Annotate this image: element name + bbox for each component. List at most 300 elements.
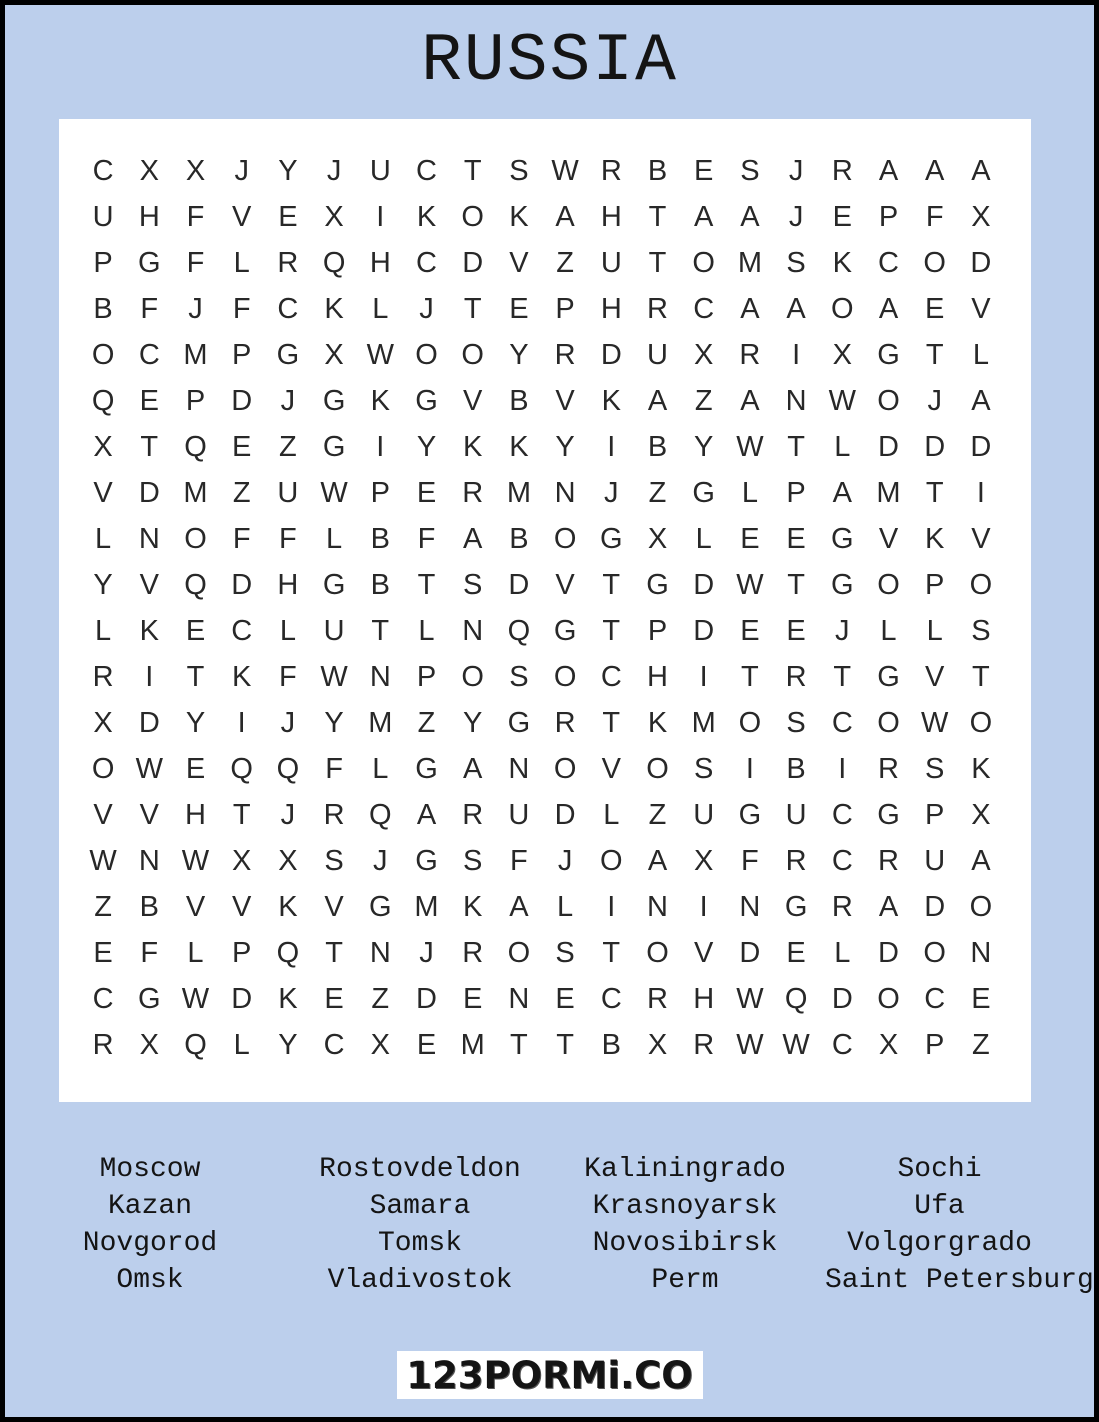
grid-letter[interactable]: G: [831, 522, 854, 555]
grid-letter[interactable]: L: [279, 614, 296, 647]
grid-letter[interactable]: V: [555, 384, 575, 417]
grid-letter[interactable]: T: [648, 200, 667, 233]
grid-letter[interactable]: G: [646, 568, 669, 601]
grid-letter[interactable]: S: [925, 752, 945, 785]
grid-letter[interactable]: V: [93, 476, 113, 509]
grid-letter[interactable]: F: [140, 936, 159, 969]
grid-letter[interactable]: S: [555, 936, 575, 969]
grid-letter[interactable]: E: [832, 200, 852, 233]
grid-letter[interactable]: R: [647, 292, 668, 325]
grid-letter[interactable]: U: [600, 246, 622, 279]
grid-letter[interactable]: I: [976, 476, 985, 509]
grid-letter[interactable]: B: [786, 752, 806, 785]
grid-letter[interactable]: G: [877, 338, 900, 371]
grid-letter[interactable]: O: [877, 384, 900, 417]
grid-letter[interactable]: K: [647, 706, 668, 739]
grid-letter[interactable]: L: [187, 936, 204, 969]
grid-letter[interactable]: E: [139, 384, 159, 417]
grid-letter[interactable]: D: [231, 982, 253, 1015]
grid-letter[interactable]: R: [831, 154, 853, 187]
grid-letter[interactable]: A: [740, 292, 760, 325]
grid-letter[interactable]: G: [877, 798, 900, 831]
grid-letter[interactable]: V: [185, 890, 206, 923]
grid-letter[interactable]: M: [368, 706, 393, 739]
grid-letter[interactable]: Z: [648, 798, 667, 831]
grid-letter[interactable]: V: [878, 522, 899, 555]
grid-letter[interactable]: T: [787, 568, 805, 601]
grid-letter[interactable]: Q: [507, 614, 531, 647]
grid-letter[interactable]: S: [509, 154, 529, 187]
grid-letter[interactable]: Y: [185, 706, 206, 739]
grid-letter[interactable]: P: [647, 614, 668, 647]
grid-letter[interactable]: O: [461, 200, 484, 233]
grid-letter[interactable]: A: [647, 384, 668, 417]
grid-letter[interactable]: E: [509, 292, 529, 325]
grid-letter[interactable]: Y: [324, 706, 344, 739]
grid-letter[interactable]: R: [878, 844, 899, 877]
grid-letter[interactable]: V: [971, 522, 991, 555]
grid-letter[interactable]: A: [694, 200, 714, 233]
grid-letter[interactable]: K: [971, 752, 991, 785]
grid-letter[interactable]: G: [553, 614, 577, 647]
grid-letter[interactable]: V: [694, 936, 714, 969]
grid-letter[interactable]: C: [600, 982, 622, 1015]
grid-letter[interactable]: Q: [369, 798, 392, 831]
grid-letter[interactable]: P: [878, 200, 899, 233]
grid-letter[interactable]: Y: [463, 706, 483, 739]
grid-letter[interactable]: R: [323, 798, 345, 831]
grid-letter[interactable]: V: [601, 752, 621, 785]
grid-letter[interactable]: D: [416, 982, 437, 1015]
grid-letter[interactable]: E: [925, 292, 945, 325]
grid-letter[interactable]: A: [786, 292, 806, 325]
grid-letter[interactable]: H: [693, 982, 715, 1015]
grid-letter[interactable]: X: [878, 1028, 899, 1061]
grid-letter[interactable]: G: [415, 752, 438, 785]
grid-letter[interactable]: U: [369, 154, 391, 187]
grid-letter[interactable]: D: [693, 614, 715, 647]
grid-letter[interactable]: Z: [371, 982, 390, 1015]
grid-letter[interactable]: S: [463, 844, 483, 877]
grid-letter[interactable]: R: [92, 660, 114, 693]
grid-letter[interactable]: Q: [276, 752, 300, 785]
grid-letter[interactable]: O: [184, 522, 207, 555]
grid-letter[interactable]: K: [232, 660, 252, 693]
grid-letter[interactable]: E: [232, 430, 252, 463]
grid-letter[interactable]: O: [91, 752, 115, 785]
grid-letter[interactable]: T: [232, 798, 251, 831]
grid-letter[interactable]: K: [463, 430, 483, 463]
grid-letter[interactable]: A: [832, 476, 852, 509]
grid-letter[interactable]: C: [92, 154, 114, 187]
grid-letter[interactable]: O: [600, 844, 623, 877]
grid-letter[interactable]: A: [555, 200, 575, 233]
grid-letter[interactable]: E: [416, 1028, 437, 1061]
grid-letter[interactable]: F: [232, 292, 251, 325]
grid-letter[interactable]: I: [792, 338, 801, 371]
grid-letter[interactable]: A: [509, 890, 529, 923]
grid-letter[interactable]: D: [693, 568, 715, 601]
grid-letter[interactable]: A: [971, 844, 991, 877]
grid-letter[interactable]: G: [692, 476, 715, 509]
grid-letter[interactable]: W: [736, 430, 764, 463]
grid-letter[interactable]: W: [551, 154, 579, 187]
grid-letter[interactable]: A: [647, 844, 668, 877]
grid-letter[interactable]: T: [186, 660, 205, 693]
grid-letter[interactable]: B: [370, 522, 390, 555]
grid-letter[interactable]: N: [462, 614, 484, 647]
grid-letter[interactable]: S: [463, 568, 483, 601]
grid-letter[interactable]: O: [692, 246, 715, 279]
grid-letter[interactable]: W: [181, 982, 210, 1015]
grid-letter[interactable]: C: [416, 246, 437, 279]
grid-letter[interactable]: S: [786, 246, 806, 279]
grid-letter[interactable]: P: [232, 338, 252, 371]
grid-letter[interactable]: V: [509, 246, 529, 279]
grid-letter[interactable]: W: [782, 1028, 810, 1061]
grid-letter[interactable]: D: [924, 430, 946, 463]
grid-letter[interactable]: L: [926, 614, 943, 647]
grid-letter[interactable]: B: [139, 890, 159, 923]
grid-letter[interactable]: E: [555, 982, 575, 1015]
grid-letter[interactable]: I: [376, 430, 385, 463]
grid-letter[interactable]: J: [326, 154, 342, 187]
grid-letter[interactable]: T: [371, 614, 390, 647]
grid-letter[interactable]: R: [878, 752, 899, 785]
grid-letter[interactable]: J: [280, 384, 296, 417]
grid-letter[interactable]: P: [925, 1028, 945, 1061]
grid-letter[interactable]: R: [554, 706, 576, 739]
grid-letter[interactable]: Y: [555, 430, 575, 463]
grid-letter[interactable]: S: [694, 752, 714, 785]
grid-letter[interactable]: Z: [232, 476, 251, 509]
grid-letter[interactable]: V: [324, 890, 344, 923]
grid-letter[interactable]: O: [877, 982, 900, 1015]
grid-letter[interactable]: E: [463, 982, 483, 1015]
grid-letter[interactable]: K: [416, 200, 437, 233]
grid-letter[interactable]: N: [138, 844, 160, 877]
grid-letter[interactable]: U: [508, 798, 530, 831]
grid-letter[interactable]: T: [787, 430, 805, 463]
grid-letter[interactable]: F: [279, 522, 297, 555]
grid-letter[interactable]: Z: [556, 246, 574, 279]
grid-letter[interactable]: E: [324, 982, 344, 1015]
grid-letter[interactable]: R: [739, 338, 761, 371]
grid-letter[interactable]: Q: [276, 936, 300, 969]
grid-letter[interactable]: J: [557, 844, 573, 877]
grid-letter[interactable]: X: [832, 338, 852, 371]
grid-letter[interactable]: R: [600, 154, 622, 187]
grid-letter[interactable]: X: [278, 844, 298, 877]
grid-letter[interactable]: D: [970, 430, 992, 463]
grid-letter[interactable]: Z: [417, 706, 436, 739]
grid-letter[interactable]: R: [462, 936, 484, 969]
grid-letter[interactable]: A: [740, 384, 760, 417]
grid-letter[interactable]: N: [970, 936, 992, 969]
grid-letter[interactable]: O: [923, 936, 946, 969]
grid-letter[interactable]: C: [831, 844, 853, 877]
grid-letter[interactable]: Y: [694, 430, 714, 463]
grid-letter[interactable]: V: [93, 798, 113, 831]
grid-letter[interactable]: P: [925, 568, 945, 601]
grid-letter[interactable]: T: [556, 1028, 574, 1061]
grid-letter[interactable]: Y: [278, 154, 298, 187]
grid-letter[interactable]: Q: [784, 982, 808, 1015]
grid-letter[interactable]: Q: [91, 384, 115, 417]
grid-letter[interactable]: C: [600, 660, 622, 693]
grid-letter[interactable]: C: [138, 338, 160, 371]
grid-letter[interactable]: H: [185, 798, 206, 831]
grid-letter[interactable]: X: [694, 844, 714, 877]
grid-letter[interactable]: T: [602, 706, 621, 739]
grid-letter[interactable]: O: [969, 890, 993, 923]
grid-letter[interactable]: E: [185, 752, 206, 785]
grid-letter[interactable]: K: [509, 430, 529, 463]
grid-letter[interactable]: B: [647, 154, 668, 187]
grid-letter[interactable]: X: [139, 154, 159, 187]
grid-letter[interactable]: O: [553, 522, 577, 555]
grid-letter[interactable]: O: [646, 752, 669, 785]
grid-letter[interactable]: B: [509, 522, 529, 555]
grid-letter[interactable]: X: [971, 200, 991, 233]
grid-letter[interactable]: F: [232, 522, 251, 555]
grid-letter[interactable]: U: [647, 338, 668, 371]
grid-letter[interactable]: J: [604, 476, 619, 509]
grid-letter[interactable]: F: [140, 292, 159, 325]
grid-letter[interactable]: B: [647, 430, 668, 463]
grid-letter[interactable]: E: [786, 522, 806, 555]
grid-letter[interactable]: D: [138, 476, 160, 509]
grid-letter[interactable]: F: [186, 200, 205, 233]
grid-letter[interactable]: T: [140, 430, 159, 463]
grid-letter[interactable]: R: [92, 1028, 114, 1061]
grid-letter[interactable]: X: [232, 844, 252, 877]
grid-letter[interactable]: O: [831, 292, 854, 325]
grid-letter[interactable]: R: [693, 1028, 715, 1061]
grid-letter[interactable]: Z: [279, 430, 297, 463]
grid-letter[interactable]: G: [138, 246, 161, 279]
grid-letter[interactable]: F: [925, 200, 944, 233]
grid-letter[interactable]: G: [138, 982, 161, 1015]
grid-letter[interactable]: R: [785, 660, 807, 693]
grid-letter[interactable]: U: [277, 476, 299, 509]
grid-letter[interactable]: X: [93, 430, 113, 463]
grid-letter[interactable]: X: [324, 200, 344, 233]
grid-letter[interactable]: N: [508, 982, 530, 1015]
grid-letter[interactable]: C: [831, 1028, 853, 1061]
grid-letter[interactable]: Q: [184, 1028, 207, 1061]
grid-letter[interactable]: N: [647, 890, 668, 923]
grid-letter[interactable]: Q: [184, 430, 207, 463]
grid-letter[interactable]: C: [693, 292, 715, 325]
grid-letter[interactable]: L: [95, 522, 112, 555]
grid-letter[interactable]: K: [832, 246, 852, 279]
grid-letter[interactable]: G: [322, 430, 346, 463]
grid-letter[interactable]: O: [553, 660, 577, 693]
grid-letter[interactable]: G: [507, 706, 531, 739]
grid-letter[interactable]: H: [277, 568, 299, 601]
grid-letter[interactable]: P: [555, 292, 575, 325]
grid-letter[interactable]: K: [925, 522, 945, 555]
grid-letter[interactable]: K: [278, 982, 298, 1015]
grid-letter[interactable]: U: [323, 614, 345, 647]
grid-letter[interactable]: T: [463, 292, 482, 325]
grid-letter[interactable]: M: [460, 1028, 485, 1061]
grid-letter[interactable]: U: [785, 798, 807, 831]
grid-letter[interactable]: H: [369, 246, 391, 279]
grid-letter[interactable]: G: [322, 568, 346, 601]
grid-letter[interactable]: V: [463, 384, 483, 417]
grid-letter[interactable]: A: [878, 292, 899, 325]
grid-letter[interactable]: W: [736, 568, 764, 601]
grid-letter[interactable]: W: [736, 982, 764, 1015]
grid-letter[interactable]: R: [462, 476, 484, 509]
grid-letter[interactable]: S: [971, 614, 991, 647]
grid-letter[interactable]: O: [969, 568, 993, 601]
grid-letter[interactable]: I: [838, 752, 847, 785]
grid-letter[interactable]: T: [925, 476, 944, 509]
grid-letter[interactable]: Z: [94, 890, 112, 923]
grid-letter[interactable]: R: [554, 338, 576, 371]
grid-letter[interactable]: O: [415, 338, 438, 371]
grid-letter[interactable]: F: [186, 246, 205, 279]
grid-letter[interactable]: Y: [509, 338, 529, 371]
grid-letter[interactable]: D: [970, 246, 992, 279]
grid-letter[interactable]: K: [324, 292, 344, 325]
grid-letter[interactable]: A: [416, 798, 437, 831]
grid-letter[interactable]: L: [603, 798, 620, 831]
grid-letter[interactable]: L: [695, 522, 712, 555]
grid-letter[interactable]: L: [418, 614, 435, 647]
grid-letter[interactable]: D: [462, 246, 484, 279]
grid-letter[interactable]: J: [788, 154, 804, 187]
grid-letter[interactable]: D: [831, 982, 853, 1015]
grid-letter[interactable]: O: [738, 706, 762, 739]
grid-letter[interactable]: D: [924, 890, 946, 923]
grid-letter[interactable]: A: [463, 522, 483, 555]
grid-letter[interactable]: V: [232, 890, 252, 923]
grid-letter[interactable]: G: [322, 384, 346, 417]
grid-letter[interactable]: B: [509, 384, 529, 417]
grid-letter[interactable]: T: [602, 936, 621, 969]
grid-letter[interactable]: Q: [230, 752, 253, 785]
grid-letter[interactable]: Z: [648, 476, 667, 509]
grid-letter[interactable]: C: [92, 982, 114, 1015]
grid-letter[interactable]: E: [786, 614, 806, 647]
grid-letter[interactable]: S: [324, 844, 344, 877]
grid-letter[interactable]: M: [183, 338, 208, 371]
grid-letter[interactable]: E: [971, 982, 991, 1015]
grid-letter[interactable]: E: [93, 936, 113, 969]
grid-letter[interactable]: D: [231, 568, 253, 601]
grid-letter[interactable]: R: [785, 844, 807, 877]
grid-letter[interactable]: D: [600, 338, 622, 371]
grid-letter[interactable]: T: [833, 660, 852, 693]
grid-letter[interactable]: J: [835, 614, 850, 647]
grid-letter[interactable]: D: [878, 936, 899, 969]
grid-letter[interactable]: K: [139, 614, 159, 647]
grid-letter[interactable]: O: [461, 338, 484, 371]
grid-letter[interactable]: M: [506, 476, 531, 509]
grid-letter[interactable]: P: [786, 476, 806, 509]
grid-letter[interactable]: L: [233, 1028, 250, 1061]
grid-letter[interactable]: Q: [184, 568, 207, 601]
grid-letter[interactable]: L: [372, 292, 389, 325]
grid-letter[interactable]: C: [416, 154, 437, 187]
grid-letter[interactable]: L: [557, 890, 574, 923]
grid-letter[interactable]: K: [463, 890, 483, 923]
grid-letter[interactable]: M: [876, 476, 901, 509]
grid-letter[interactable]: J: [280, 798, 296, 831]
grid-letter[interactable]: U: [924, 844, 946, 877]
grid-letter[interactable]: O: [969, 706, 993, 739]
grid-letter[interactable]: A: [878, 890, 899, 923]
grid-letter[interactable]: G: [369, 890, 392, 923]
grid-letter[interactable]: W: [320, 660, 348, 693]
grid-letter[interactable]: L: [972, 338, 989, 371]
grid-letter[interactable]: O: [553, 752, 577, 785]
grid-letter[interactable]: M: [183, 476, 208, 509]
grid-letter[interactable]: C: [231, 614, 253, 647]
grid-letter[interactable]: J: [419, 292, 434, 325]
grid-letter[interactable]: E: [786, 936, 806, 969]
grid-letter[interactable]: W: [181, 844, 210, 877]
grid-letter[interactable]: B: [601, 1028, 621, 1061]
grid-letter[interactable]: G: [877, 660, 900, 693]
grid-letter[interactable]: N: [369, 936, 391, 969]
grid-letter[interactable]: P: [185, 384, 206, 417]
grid-letter[interactable]: X: [647, 522, 668, 555]
grid-letter[interactable]: S: [786, 706, 806, 739]
grid-letter[interactable]: J: [419, 936, 434, 969]
grid-letter[interactable]: O: [91, 338, 115, 371]
grid-letter[interactable]: T: [648, 246, 667, 279]
grid-letter[interactable]: W: [736, 1028, 764, 1061]
grid-letter[interactable]: D: [554, 798, 576, 831]
grid-letter[interactable]: O: [923, 246, 946, 279]
grid-letter[interactable]: J: [280, 706, 296, 739]
grid-letter[interactable]: A: [740, 200, 760, 233]
grid-letter[interactable]: N: [508, 752, 530, 785]
grid-letter[interactable]: O: [877, 568, 900, 601]
grid-letter[interactable]: F: [279, 660, 297, 693]
grid-letter[interactable]: L: [834, 430, 851, 463]
grid-letter[interactable]: X: [647, 1028, 668, 1061]
grid-letter[interactable]: A: [925, 154, 945, 187]
grid-letter[interactable]: J: [927, 384, 942, 417]
grid-letter[interactable]: P: [93, 246, 113, 279]
grid-letter[interactable]: G: [276, 338, 300, 371]
grid-letter[interactable]: G: [831, 568, 854, 601]
grid-letter[interactable]: F: [741, 844, 759, 877]
grid-letter[interactable]: X: [694, 338, 714, 371]
grid-letter[interactable]: K: [601, 384, 621, 417]
grid-letter[interactable]: M: [737, 246, 762, 279]
grid-letter[interactable]: D: [231, 384, 253, 417]
grid-letter[interactable]: Z: [972, 1028, 990, 1061]
grid-letter[interactable]: G: [415, 384, 438, 417]
grid-letter[interactable]: J: [788, 200, 804, 233]
grid-letter[interactable]: G: [784, 890, 808, 923]
grid-letter[interactable]: C: [878, 246, 899, 279]
grid-letter[interactable]: E: [416, 476, 437, 509]
grid-letter[interactable]: T: [925, 338, 944, 371]
grid-letter[interactable]: T: [602, 568, 621, 601]
grid-letter[interactable]: X: [370, 1028, 390, 1061]
grid-letter[interactable]: N: [369, 660, 391, 693]
grid-letter[interactable]: I: [376, 200, 385, 233]
grid-letter[interactable]: D: [739, 936, 761, 969]
